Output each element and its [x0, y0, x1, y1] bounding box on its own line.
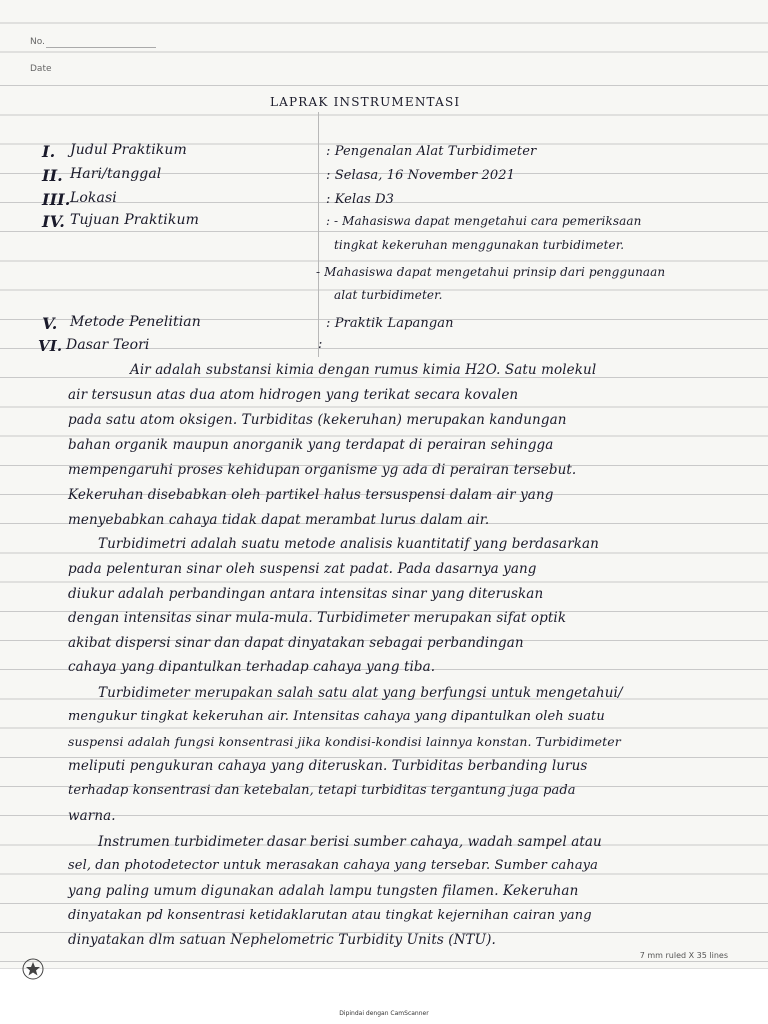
- ruling-note: 7 mm ruled X 35 lines: [639, 951, 728, 960]
- field-value: : Kelas D3: [326, 192, 394, 207]
- field-value: : Pengenalan Alat Turbidimeter: [326, 144, 537, 159]
- body-line: suspensi adalah fungsi konsentrasi jika kondisi-kondisi lainnya konstan. Turbidimeter: [68, 734, 621, 749]
- body-line: cahaya yang dipantulkan terhadap cahaya yang tiba.: [68, 659, 436, 675]
- field-value: : Praktik Lapangan: [326, 316, 454, 331]
- body-line: sel, dan photodetector untuk merasakan cahaya yang tersebar. Sumber cahaya: [68, 858, 598, 873]
- field-value: : - Mahasiswa dapat mengetahui cara pemeriksaan: [326, 214, 642, 228]
- field-roman: V.: [42, 314, 58, 333]
- no-label: No.: [30, 37, 45, 47]
- column-divider: [318, 112, 319, 357]
- scanner-watermark: Dipindai dengan CamScanner: [339, 1010, 429, 1017]
- body-line: pada pelenturan sinar oleh suspensi zat padat. Pada dasarnya yang: [68, 561, 537, 577]
- body-line: Turbidimeter merupakan salah satu alat yang berfungsi untuk mengetahui/: [98, 685, 623, 701]
- body-line: pada satu atom oksigen. Turbiditas (kekeruhan) merupakan kandungan: [68, 412, 567, 428]
- body-line: akibat dispersi sinar dan dapat dinyatakan sebagai perbandingan: [68, 635, 524, 651]
- body-line: dinyatakan pd konsentrasi ketidaklarutan atau tingkat kejernihan cairan yang: [68, 908, 592, 923]
- body-line: Instrumen turbidimeter dasar berisi sumber cahaya, wadah sampel atau: [98, 834, 602, 850]
- field-roman: I.: [42, 142, 56, 161]
- body-line: yang paling umum digunakan adalah lampu tungsten filamen. Kekeruhan: [68, 883, 579, 899]
- body-line: mempengaruhi proses kehidupan organisme yg ada di perairan tersebut.: [68, 462, 577, 478]
- body-line: terhadap konsentrasi dan ketebalan, tetapi turbiditas tergantung juga pada: [68, 783, 576, 798]
- body-line: meliputi pengukuran cahaya yang diteruskan. Turbiditas berbanding lurus: [68, 758, 588, 774]
- no-line: [46, 47, 156, 48]
- field-roman: IV.: [42, 212, 65, 231]
- field-roman: VI.: [38, 337, 63, 355]
- body-line: air tersusun atas dua atom hidrogen yang terikat secara kovalen: [68, 387, 519, 403]
- field-colon: :: [318, 337, 323, 352]
- field-roman: II.: [42, 166, 63, 185]
- body-line: diukur adalah perbandingan antara intensitas sinar yang diteruskan: [68, 586, 544, 602]
- field-label: Lokasi: [70, 190, 117, 206]
- body-line: menyebabkan cahaya tidak dapat merambat lurus dalam air.: [68, 512, 490, 528]
- page-title: LAPRAK INSTRUMENTASI: [270, 95, 461, 109]
- body-line: dinyatakan dlm satuan Nephelometric Turbidity Units (NTU).: [68, 932, 496, 948]
- field-label: Dasar Teori: [66, 337, 150, 353]
- field-roman: III.: [42, 190, 71, 209]
- body-line: Kekeruhan disebabkan oleh partikel halus tersuspensi dalam air yang: [68, 487, 554, 503]
- field-label: Metode Penelitian: [70, 314, 201, 330]
- star-logo-icon: [22, 958, 44, 980]
- field-label: Judul Praktikum: [70, 142, 187, 158]
- body-line: bahan organik maupun anorganik yang terdapat di perairan sehingga: [68, 437, 554, 453]
- body-line: dengan intensitas sinar mula-mula. Turbidimeter merupakan sifat optik: [68, 610, 567, 626]
- field-value: tingkat kekeruhan menggunakan turbidimeter.: [334, 238, 625, 252]
- body-line: Air adalah substansi kimia dengan rumus kimia H2O. Satu molekul: [130, 362, 597, 378]
- field-value: : Selasa, 16 November 2021: [326, 168, 515, 183]
- field-label: Tujuan Praktikum: [70, 212, 199, 228]
- date-label: Date: [30, 64, 52, 74]
- field-value: alat turbidimeter.: [334, 288, 443, 302]
- body-line: warna.: [68, 808, 116, 824]
- body-line: mengukur tingkat kekeruhan air. Intensitas cahaya yang dipantulkan oleh suatu: [68, 709, 605, 724]
- field-label: Hari/tanggal: [70, 166, 162, 182]
- body-line: Turbidimetri adalah suatu metode analisis kuantitatif yang berdasarkan: [98, 536, 599, 552]
- field-value: - Mahasiswa dapat mengetahui prinsip dari penggunaan: [316, 265, 666, 279]
